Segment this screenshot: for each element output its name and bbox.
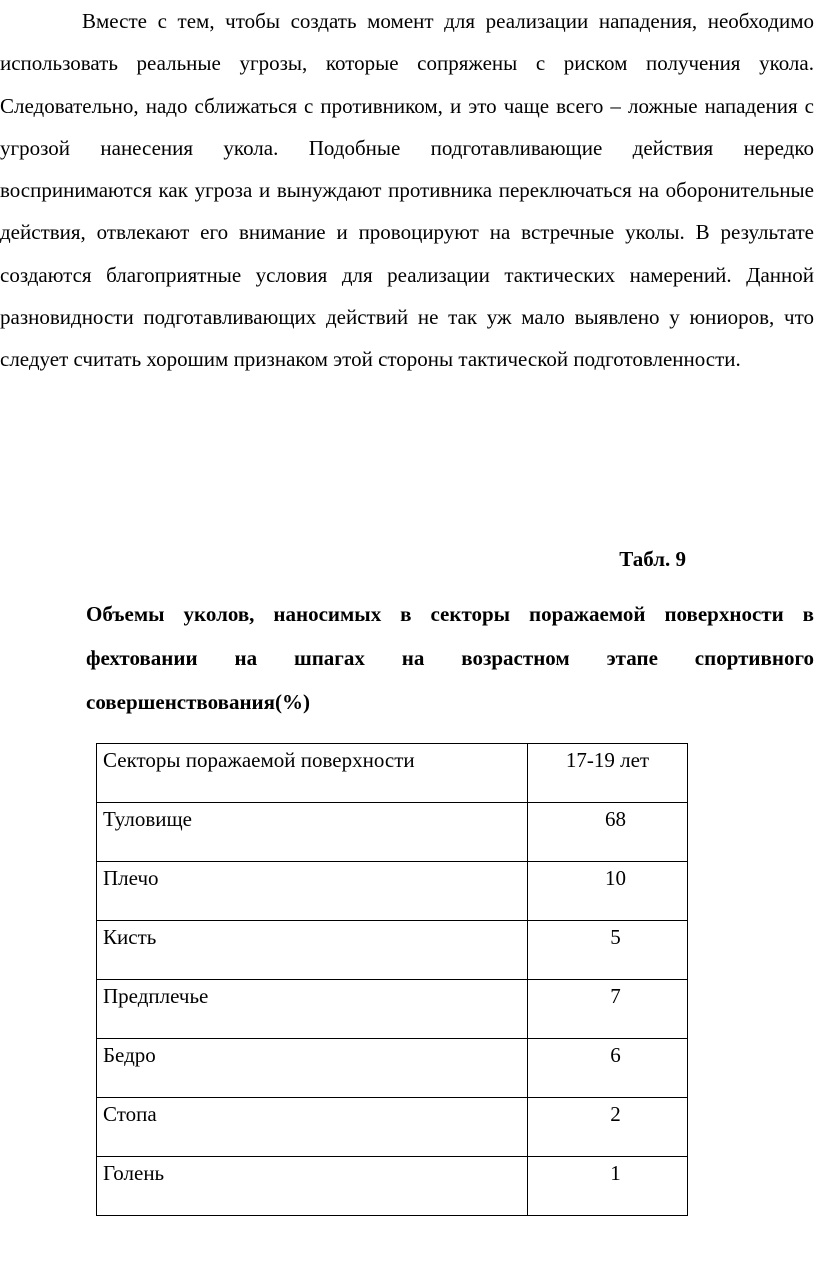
table-row [97,1098,688,1157]
table-row [97,1039,688,1098]
value-text: 1 [610,1161,621,1185]
value-text: 7 [610,984,621,1008]
sector-cell: Стопа [97,1098,528,1157]
value-text: 2 [610,1102,621,1126]
body-paragraph: Вместе с тем, чтобы создать момент для реализации нападения, необходимо использовать реальные угрозы, которые сопряжены с риском получения укола. Следовательно, надо сближаться с противником, и это чаще всего – ложные нападения с угрозой нанесения укола. Подобные подготавливающие действия нередко воспринимаются как угроза и вынуждают противника переключаться на оборонительные действия, отвлекают его внимание и провоцируют на встречные уколы. В результате создаются благоприятные условия для реализации тактических намерений. Данной разновидности подготавливающих действий не так уж мало выявлено у юниоров, что следует считать хорошим признаком этой стороны тактической подготовленности. [0,9,814,372]
data-table [96,743,688,1216]
value-cell [528,921,688,980]
table-row [97,980,688,1039]
table-row [97,921,688,980]
value-text: 68 [605,807,626,831]
sector-cell: Голень [97,1157,528,1216]
table-header-cell [528,744,688,803]
table-header-text: 17-19 лет [565,748,650,772]
table-header-row [97,744,688,803]
value-text: 10 [605,866,626,890]
table-label: Табл. 9 [619,547,686,571]
table-row [97,862,688,921]
table-header-cell: Секторы поражаемой поверхности [97,744,528,803]
value-text: 6 [610,1043,621,1067]
value-cell [528,1039,688,1098]
value-cell [528,1157,688,1216]
sector-cell: Кисть [97,921,528,980]
value-cell [528,862,688,921]
value-cell [528,803,688,862]
sector-cell: Бедро [97,1039,528,1098]
value-cell [528,1098,688,1157]
sector-cell: Плечо [97,862,528,921]
table-row [97,1157,688,1216]
table-title: Объемы уколов, наносимых в секторы поражаемой поверхности в фехтовании на шпагах на возрастном этапе спортивного совершенствования(%) [86,602,814,714]
sector-cell: Туловище [97,803,528,862]
value-text: 5 [610,925,621,949]
value-cell [528,980,688,1039]
sector-cell: Предплечье [97,980,528,1039]
table-row [97,803,688,862]
